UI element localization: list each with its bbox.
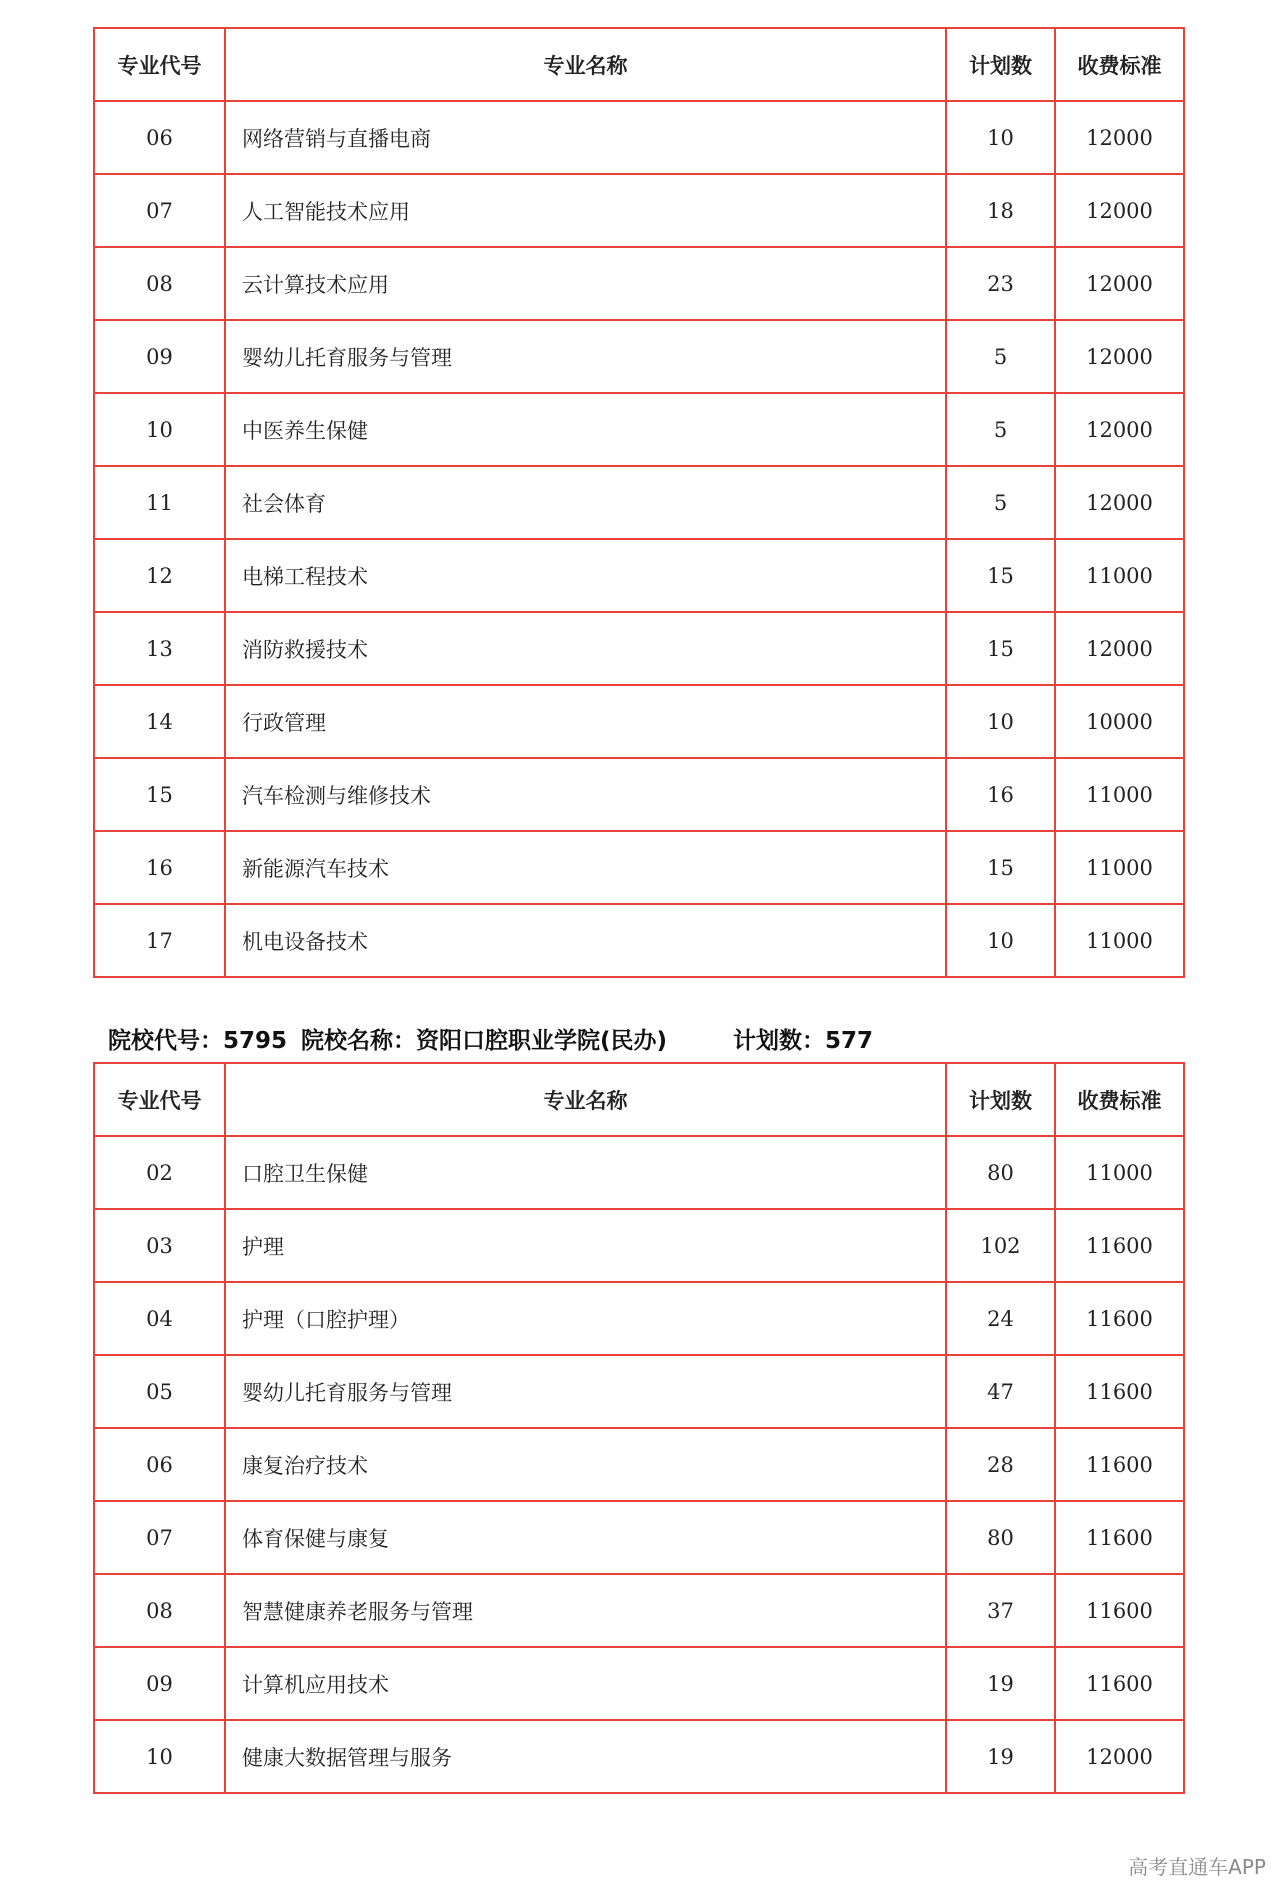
major-code-cell: 04 [94, 1282, 225, 1355]
table-row [94, 1355, 1184, 1428]
fee-cell: 11000 [1055, 1136, 1184, 1209]
fee-cell: 11600 [1055, 1647, 1184, 1720]
plan-count-cell: 5 [946, 393, 1055, 466]
major-code-cell: 08 [94, 1574, 225, 1647]
plan-count-cell: 24 [946, 1282, 1055, 1355]
plan-count-cell: 10 [946, 101, 1055, 174]
major-code-cell: 17 [94, 904, 225, 977]
major-name-cell: 汽车检测与维修技术 [225, 758, 946, 831]
major-code-cell: 07 [94, 1501, 225, 1574]
table-row [94, 101, 1184, 174]
major-name-cell: 社会体育 [225, 466, 946, 539]
major-name-cell: 计算机应用技术 [225, 1647, 946, 1720]
table-header-row [94, 28, 1184, 101]
enrollment-table-2 [93, 1062, 1185, 1794]
enrollment-table-1 [93, 27, 1185, 978]
fee-cell: 11600 [1055, 1282, 1184, 1355]
major-code-cell: 05 [94, 1355, 225, 1428]
major-name-cell: 人工智能技术应用 [225, 174, 946, 247]
table-row [94, 1574, 1184, 1647]
fee-cell: 12000 [1055, 101, 1184, 174]
header-major-code: 专业代号 [94, 1063, 225, 1136]
table-row [94, 612, 1184, 685]
table-row [94, 1136, 1184, 1209]
major-code-cell: 14 [94, 685, 225, 758]
plan-count-cell: 28 [946, 1428, 1055, 1501]
major-code-cell: 11 [94, 466, 225, 539]
table-row [94, 831, 1184, 904]
fee-cell: 11600 [1055, 1355, 1184, 1428]
plan-count-cell: 23 [946, 247, 1055, 320]
major-code-cell: 13 [94, 612, 225, 685]
fee-cell: 10000 [1055, 685, 1184, 758]
table-row [94, 904, 1184, 977]
fee-cell: 11600 [1055, 1501, 1184, 1574]
major-name-cell: 网络营销与直播电商 [225, 101, 946, 174]
plan-count-cell: 15 [946, 539, 1055, 612]
school-name: 资阳口腔职业学院(民办) [416, 1028, 668, 1054]
plan-count-cell: 5 [946, 466, 1055, 539]
table-row [94, 1428, 1184, 1501]
major-name-cell: 婴幼儿托育服务与管理 [225, 320, 946, 393]
table-row [94, 1720, 1184, 1793]
fee-cell: 11000 [1055, 831, 1184, 904]
table-row [94, 1209, 1184, 1282]
fee-cell: 11600 [1055, 1574, 1184, 1647]
fee-cell: 11000 [1055, 758, 1184, 831]
major-code-cell: 06 [94, 101, 225, 174]
major-code-cell: 02 [94, 1136, 225, 1209]
major-name-cell: 婴幼儿托育服务与管理 [225, 1355, 946, 1428]
major-name-cell: 健康大数据管理与服务 [225, 1720, 946, 1793]
fee-cell: 12000 [1055, 466, 1184, 539]
major-name-cell: 机电设备技术 [225, 904, 946, 977]
fee-cell: 12000 [1055, 247, 1184, 320]
fee-cell: 12000 [1055, 612, 1184, 685]
major-name-cell: 消防救援技术 [225, 612, 946, 685]
plan-count-cell: 10 [946, 904, 1055, 977]
major-name-cell: 新能源汽车技术 [225, 831, 946, 904]
table-row [94, 1501, 1184, 1574]
major-name-cell: 护理 [225, 1209, 946, 1282]
fee-cell: 11600 [1055, 1209, 1184, 1282]
table-row [94, 247, 1184, 320]
major-code-cell: 09 [94, 1647, 225, 1720]
fee-cell: 12000 [1055, 393, 1184, 466]
major-code-cell: 10 [94, 393, 225, 466]
fee-cell: 12000 [1055, 320, 1184, 393]
school-name-label: 院校名称： [301, 1028, 417, 1054]
fee-cell: 12000 [1055, 1720, 1184, 1793]
major-code-cell: 12 [94, 539, 225, 612]
table-row [94, 393, 1184, 466]
table-row [94, 1647, 1184, 1720]
major-code-cell: 09 [94, 320, 225, 393]
major-code-cell: 08 [94, 247, 225, 320]
school-plan-count: 577 [825, 1028, 874, 1054]
major-name-cell: 体育保健与康复 [225, 1501, 946, 1574]
major-code-cell: 06 [94, 1428, 225, 1501]
table-header-row [94, 1063, 1184, 1136]
header-major-code: 专业代号 [94, 28, 225, 101]
plan-count-cell: 19 [946, 1647, 1055, 1720]
header-plan-count: 计划数 [946, 1063, 1055, 1136]
table-row [94, 320, 1184, 393]
plan-count-cell: 5 [946, 320, 1055, 393]
plan-count-cell: 102 [946, 1209, 1055, 1282]
watermark-text: 高考直通车APP [1128, 1855, 1266, 1879]
header-fee-standard: 收费标准 [1055, 1063, 1184, 1136]
major-name-cell: 云计算技术应用 [225, 247, 946, 320]
plan-count-cell: 16 [946, 758, 1055, 831]
school-code-label: 院校代号： [108, 1028, 223, 1054]
plan-count-cell: 15 [946, 612, 1055, 685]
header-major-name: 专业名称 [225, 28, 946, 101]
major-name-cell: 智慧健康养老服务与管理 [225, 1574, 946, 1647]
plan-count-cell: 80 [946, 1501, 1055, 1574]
major-name-cell: 中医养生保健 [225, 393, 946, 466]
major-code-cell: 10 [94, 1720, 225, 1793]
major-code-cell: 07 [94, 174, 225, 247]
plan-count-cell: 80 [946, 1136, 1055, 1209]
fee-cell: 12000 [1055, 174, 1184, 247]
plan-count-cell: 19 [946, 1720, 1055, 1793]
table-row [94, 539, 1184, 612]
school-code: 5795 [223, 1028, 288, 1054]
major-name-cell: 电梯工程技术 [225, 539, 946, 612]
plan-count-cell: 10 [946, 685, 1055, 758]
table-row [94, 466, 1184, 539]
major-name-cell: 行政管理 [225, 685, 946, 758]
table-body [94, 101, 1184, 977]
table-row [94, 174, 1184, 247]
major-name-cell: 护理（口腔护理） [225, 1282, 946, 1355]
header-major-name: 专业名称 [225, 1063, 946, 1136]
major-name-cell: 口腔卫生保健 [225, 1136, 946, 1209]
table-row [94, 1282, 1184, 1355]
plan-count-cell: 37 [946, 1574, 1055, 1647]
header-plan-count: 计划数 [946, 28, 1055, 101]
fee-cell: 11600 [1055, 1428, 1184, 1501]
major-code-cell: 15 [94, 758, 225, 831]
fee-cell: 11000 [1055, 539, 1184, 612]
plan-count-cell: 18 [946, 174, 1055, 247]
school-info-line [108, 1022, 873, 1055]
plan-count-cell: 15 [946, 831, 1055, 904]
major-name-cell: 康复治疗技术 [225, 1428, 946, 1501]
school-plan-label: 计划数： [733, 1028, 826, 1054]
table-row [94, 758, 1184, 831]
major-code-cell: 16 [94, 831, 225, 904]
major-code-cell: 03 [94, 1209, 225, 1282]
table-row [94, 685, 1184, 758]
table-body [94, 1136, 1184, 1793]
header-fee-standard: 收费标准 [1055, 28, 1184, 101]
plan-count-cell: 47 [946, 1355, 1055, 1428]
fee-cell: 11000 [1055, 904, 1184, 977]
